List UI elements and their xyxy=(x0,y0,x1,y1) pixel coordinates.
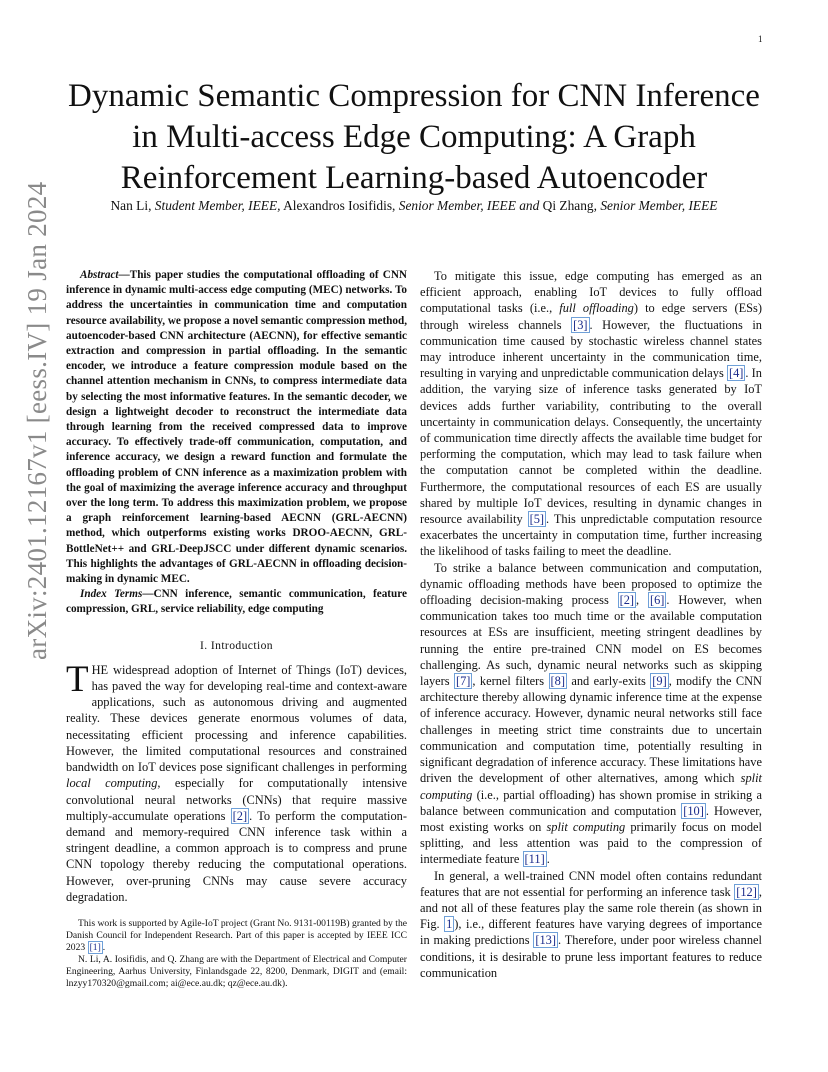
citation-link[interactable]: [6] xyxy=(649,593,665,608)
author-role: Senior Member, IEEE xyxy=(398,198,516,213)
emphasis: local computing xyxy=(66,776,158,791)
footnote-affiliation: N. Li, A. Iosifidis, and Q. Zhang are with the Department of Electrical and Computer Engineering, Aarhus University, Finlandsgade 22, 8200, Denmark, DIGIT and (email: lnzyy170320@gmail.com; ai@ece.au.dk; qz@ece.au.dk). xyxy=(66,954,407,989)
emphasis: split computing xyxy=(420,771,762,802)
arxiv-identifier-text: arXiv:2401.12167v1 [eess.IV] 19 Jan 2024 xyxy=(22,181,52,660)
text-run: This work is supported by Agile-IoT project (Grant No. 9131-00119B) granted by the Danish Council for Independent Research. Part of this paper is accepted by IEEE ICC 2023 xyxy=(66,918,407,953)
text-run: ), i.e., different features have varying degrees of importance in making predictions xyxy=(420,917,763,948)
text-run: In general, a well-trained CNN model often contains redundant features that are not essential for performing an inference task xyxy=(420,868,762,899)
abstract-text: —This paper studies the computational offloading of CNN inference in dynamic multi-access edge computing (MEC) networks. To address the uncertainties in communication time and computation resource availability, we propose a novel semantic compression method, autoencoder-based CNN architecture (AECNN), for effective semantic extraction and compression in partial offloading. In the semantic encoder, we introduce a feature compression module based on the channel attention mechanism in CNNs, to compress intermediate data by selecting the most informative features. In the semantic decoder, we design a lightweight decoder to reconstruct the intermediate data through learning from the received compressed data to improve accuracy. To effectively trade-off communication, computation, and inference accuracy, we design a reward function and formulate the offloading problem of CNN inference as a maximization problem with the goal of maximizing the average inference accuracy and throughput over the long term. To address this maximization problem, we propose a graph reinforcement learning-based AECNN (GRL-AECNN) method, which outperforms existing works DROO-AECNN, GRL-BottleNet++ and GRL-DeepJSCC under different dynamic scenarios. This highlights the advantages of GRL-AECNN in offloading decision-making in dynamic MEC. xyxy=(66,269,407,586)
footnote-funding xyxy=(66,918,407,954)
figure-link[interactable]: 1 xyxy=(446,917,453,932)
author-role: Student Member, IEEE, xyxy=(154,198,281,213)
text-run: , and not all of these features play the same role therein (as shown in Fig. xyxy=(420,884,762,932)
abstract xyxy=(66,268,407,587)
section-heading: I. Introduction xyxy=(200,638,273,652)
text-run: . However, the fluctuations in communication time caused by stochastic wireless channel states may introduce inherent uncertainty in the communication time, resulting in varying and unpredictable communication delays xyxy=(420,317,762,381)
intro-paragraph xyxy=(66,658,407,905)
left-column xyxy=(66,268,407,905)
author-line xyxy=(60,198,768,214)
text-run: and early-exits xyxy=(566,674,651,689)
author-name: Qi Zhang, xyxy=(542,198,601,213)
index-terms xyxy=(66,587,407,617)
author-conjunction: and xyxy=(515,198,543,213)
text-run: To mitigate this issue, edge computing has emerged as an efficient approach, enabling IoT devices to fully offload computational tasks (i.e., xyxy=(420,269,762,316)
paper-title: Dynamic Semantic Compression for CNN Inference in Multi-access Edge Computing: A Graph Reinforcement Learning-based Autoencoder xyxy=(68,78,760,196)
text-run: . xyxy=(102,942,106,953)
citation-link[interactable]: [13] xyxy=(535,933,556,948)
citation-link[interactable]: [7] xyxy=(455,674,471,689)
body-paragraph xyxy=(420,868,762,981)
text-run: HE widespread adoption of Internet of Things (IoT) devices, has paved the way for developing real-time and context-aware applications, such as autonomous driving and augmented reality. These devices generate enormous volumes of data, necessitating efficient processing and inference capabilities. However, the limited computational resources and constrained bandwidth on IoT devices pose significant challenges in performing xyxy=(66,662,407,775)
citation-link[interactable]: [2] xyxy=(619,593,635,608)
footnotes xyxy=(66,918,407,990)
text-run: , modify the CNN architecture thereby allowing dynamic inference time at the expense of inference accuracy. However, dynamic neural networks still face challenges in meeting strict time constraints due to uncertain communication and computation time, potentially resulting in significant degradation of inference accuracy. These limitations have driven the development of other alternatives, among which xyxy=(420,674,762,786)
text-run: primarily focus on model splitting, and less attention was paid to the compression of intermediate feature xyxy=(420,819,763,867)
arxiv-identifier xyxy=(18,181,54,660)
text-run: . In addition, the varying size of inference tasks generated by IoT devices adds further variability, contributing to the overall uncertainty in communication delays. Consequently, the uncertainty of communication time directly affects the available time budget for performing the computation, which may lead to task failure when the computation cannot be completed within the deadline. Furthermore, the computational resources of each ES are usually shared by multiple IoT devices, resulting in dynamic changes in resource availability xyxy=(420,366,762,527)
emphasis: full offloading xyxy=(559,301,634,316)
abstract-label: Abstract xyxy=(80,269,119,281)
text-run: , especially for computationally intensive convolutional neural networks (CNNs) that require massive multiply-accumulate operations xyxy=(66,776,407,823)
index-terms-label: Index Terms xyxy=(80,588,143,601)
index-terms-text: —CNN inference, semantic communication, feature compression, GRL, service reliability, edge computing xyxy=(66,588,407,616)
author-role: Senior Member, IEEE xyxy=(600,198,718,213)
text-run: , xyxy=(636,593,648,608)
citation-link[interactable]: [11] xyxy=(524,852,545,867)
citation-link[interactable]: [10] xyxy=(683,803,704,818)
body-paragraph xyxy=(420,268,762,560)
emphasis: split computing xyxy=(546,819,626,834)
citation-link[interactable]: [8] xyxy=(550,674,565,689)
citation-link[interactable]: [1] xyxy=(89,942,101,953)
citation-link[interactable]: [4] xyxy=(728,366,744,381)
text-run: . xyxy=(546,852,550,867)
citation-link[interactable]: [12] xyxy=(736,884,757,899)
right-column xyxy=(420,268,762,981)
citation-link[interactable]: [3] xyxy=(573,317,588,332)
citation-link[interactable]: [2] xyxy=(232,808,248,823)
citation-link[interactable]: [9] xyxy=(652,674,667,689)
text-run: . Therefore, under poor wireless channel conditions, it is desirable to prune less important features to reduce communication xyxy=(420,933,762,980)
drop-cap: T xyxy=(66,658,89,700)
citation-link[interactable]: [5] xyxy=(529,512,545,527)
text-run: . This unpredictable computation resource exacerbates the uncertainty in computation time, further increasing the likelihood of tasks failing to meet the deadline. xyxy=(420,512,762,559)
text-run: (i.e., partial offloading) has shown promise in striking a balance between communication and computation xyxy=(420,787,762,818)
author-name: Nan Li, xyxy=(110,198,155,213)
author-name: Alexandros Iosifidis, xyxy=(280,198,399,213)
text-run: ) to edge servers (ESs) through wireless channels xyxy=(420,301,762,332)
text-run: . However, when communication takes too much time or the available computation resources at ESs are insufficient, meeting stringent deadlines by running the entire pre-trained CNN model on ES becomes challenging. As such, dynamic neural networks such as skipping layers xyxy=(420,593,762,689)
body-paragraph xyxy=(420,560,762,868)
page-number: 1 xyxy=(758,34,763,44)
text-run: . To perform the computation-demand and memory-required CNN inference task within a stringent deadline, a common approach is to compress and prune CNN topology thereby reducing the computational operations. However, over-pruning CNNs may cause severe accuracy degradation. xyxy=(66,808,407,904)
text-run: , kernel filters xyxy=(472,674,549,689)
text-run: . However, most existing works on xyxy=(420,803,762,834)
text-run: To strike a balance between communication and computation, dynamic offloading methods have been proposed to optimize the offloading decision-making process xyxy=(420,560,762,608)
